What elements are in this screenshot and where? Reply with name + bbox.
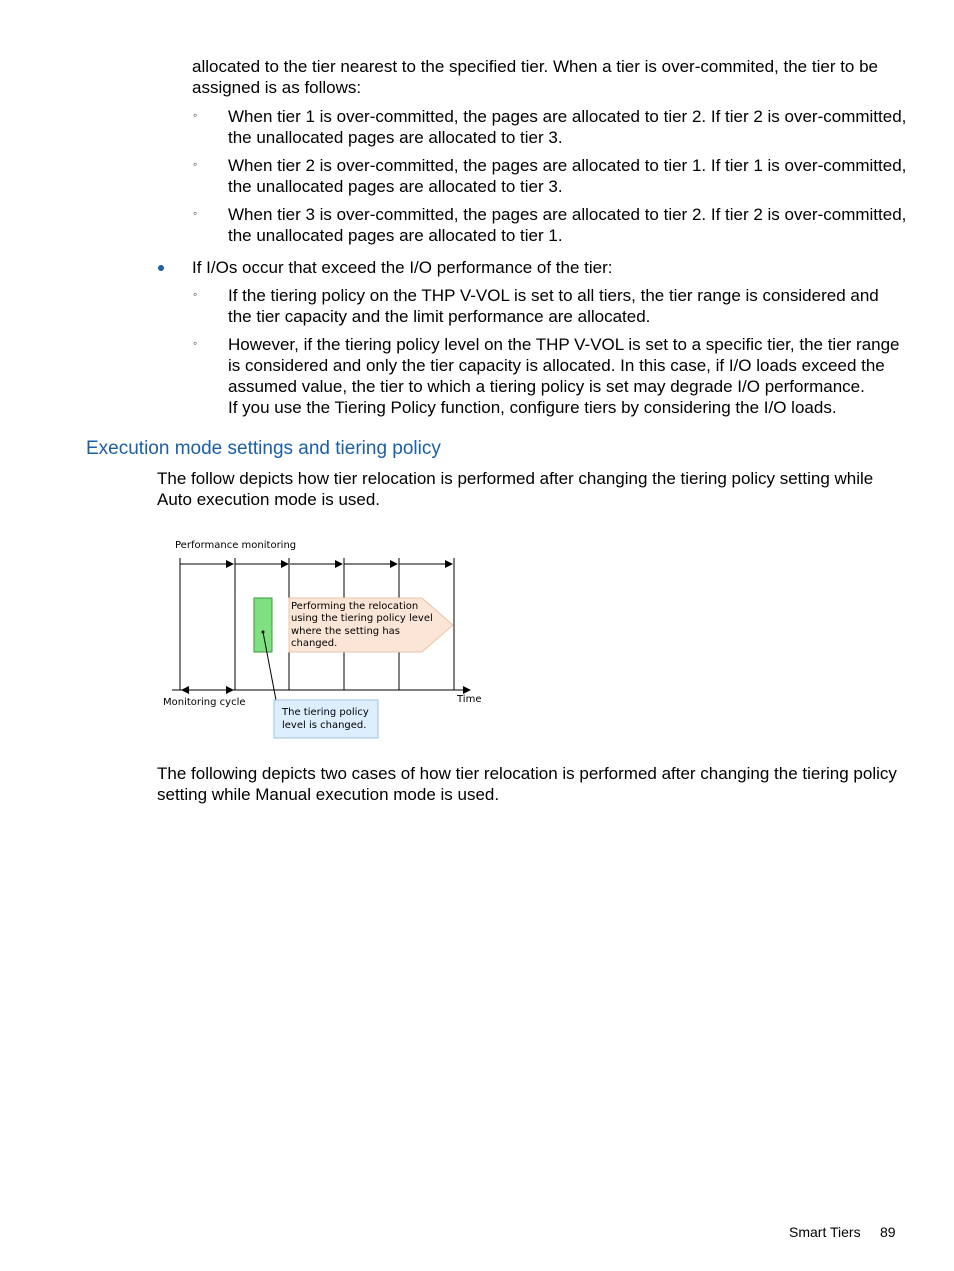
- bullet-2-text: If I/Os occur that exceed the I/O performance of the tier:: [192, 258, 613, 277]
- relocation-text-line-2: using the tiering policy level: [291, 613, 433, 624]
- para-1-line-2: Auto execution mode is used.: [157, 490, 381, 509]
- bullet-icon: [158, 265, 164, 271]
- continuation-line-1: allocated to the tier nearest to the specified tier. When a tier is over-commited, the tier to be: [192, 57, 879, 76]
- relocation-text-line-3: where the setting has: [291, 626, 401, 637]
- hollow-bullet-icon: ◦: [193, 206, 198, 220]
- callout-text-line-1: The tiering policy: [282, 707, 369, 718]
- relocation-text-line-4: changed.: [291, 638, 338, 649]
- time-label: Time: [457, 694, 482, 705]
- section-heading: Execution mode settings and tiering policy: [86, 438, 441, 459]
- sub-bullet-5-line-3: assumed value, the tier to which a tiering policy is set may degrade I/O performance.: [228, 377, 865, 396]
- continuation-line-2: assigned is as follows:: [192, 78, 362, 97]
- auto-execution-diagram: [0, 520, 954, 780]
- sub-bullet-2-line-1: When tier 2 is over-committed, the pages are allocated to tier 1. If tier 1 is over-committed,: [228, 156, 907, 175]
- footer-section: Smart Tiers: [789, 1224, 861, 1240]
- callout-text-line-2: level is changed.: [282, 720, 367, 731]
- hollow-bullet-icon: ◦: [193, 157, 198, 171]
- sub-bullet-1-line-1: When tier 1 is over-committed, the pages are allocated to tier 2. If tier 2 is over-committed,: [228, 107, 907, 126]
- sub-bullet-5-line-1: However, if the tiering policy level on the THP V-VOL is set to a specific tier, the tier range: [228, 335, 900, 354]
- para-2-line-2: setting while Manual execution mode is used.: [157, 785, 500, 804]
- sub-bullet-3-line-1: When tier 3 is over-committed, the pages are allocated to tier 2. If tier 2 is over-committed,: [228, 205, 907, 224]
- relocation-text-line-1: Performing the relocation: [291, 601, 419, 612]
- hollow-bullet-icon: ◦: [193, 108, 198, 122]
- para-2-line-1: The following depicts two cases of how tier relocation is performed after changing the tiering policy: [157, 764, 897, 783]
- performance-monitoring-label: Performance monitoring: [175, 540, 297, 551]
- callout-box: [274, 700, 378, 738]
- hollow-bullet-icon: ◦: [193, 287, 198, 301]
- sub-bullet-4-line-1: If the tiering policy on the THP V-VOL is set to all tiers, the tier range is considered and: [228, 286, 879, 305]
- para-1-line-1: The follow depicts how tier relocation is performed after changing the tiering policy setting while: [157, 469, 874, 488]
- sub-bullet-4-line-2: the tier capacity and the limit performance are allocated.: [228, 307, 651, 326]
- sub-bullet-1-line-2: the unallocated pages are allocated to tier 3.: [228, 128, 563, 147]
- sub-bullet-5-line-4: If you use the Tiering Policy function, configure tiers by considering the I/O loads.: [228, 398, 837, 417]
- sub-bullet-2-line-2: the unallocated pages are allocated to tier 3.: [228, 177, 563, 196]
- monitoring-cycle-label: Monitoring cycle: [163, 697, 246, 708]
- footer-page-number: 89: [880, 1224, 896, 1240]
- sub-bullet-5-line-2: is considered and only the tier capacity is allocated. In this case, if I/O loads exceed the: [228, 356, 885, 375]
- sub-bullet-3-line-2: the unallocated pages are allocated to tier 1.: [228, 226, 563, 245]
- policy-change-block: [254, 598, 272, 652]
- hollow-bullet-icon: ◦: [193, 336, 198, 350]
